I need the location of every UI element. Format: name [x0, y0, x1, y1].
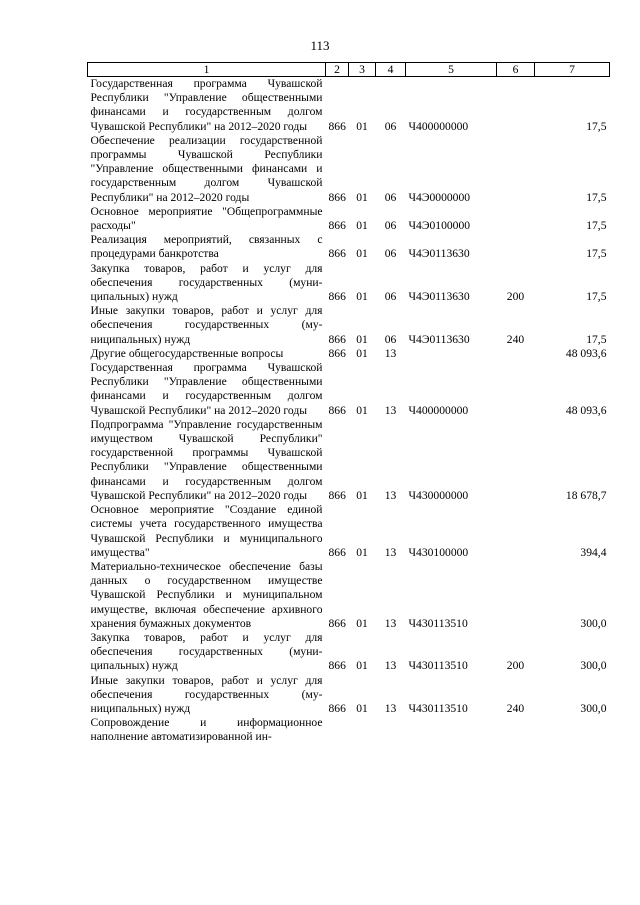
row-section: 01	[356, 219, 368, 233]
row-expense-type	[497, 503, 535, 560]
row-subsection: 13	[384, 616, 397, 630]
row-ministry: 866	[328, 247, 346, 261]
row-expense-type	[497, 205, 535, 233]
row-subsection: 06	[384, 247, 397, 261]
row-ministry: 866	[328, 403, 346, 417]
row-subsection: 13	[384, 346, 397, 360]
row-ministry: 866	[328, 219, 346, 233]
row-section: 01	[356, 616, 368, 630]
header-cell-7: 7	[535, 63, 610, 77]
row-target-article: Ч4Э0000000	[408, 190, 471, 204]
row-expense-type: 240	[506, 332, 525, 346]
table-row	[88, 233, 610, 261]
row-section: 01	[356, 290, 368, 304]
row-name: Обеспечение реализации государственной программы Чувашской Республики "Управление общественными финансами и государственным долгом Чувашской Республики" на 2012–2020 годы	[90, 133, 323, 204]
row-name: Иные закупки товаров, работ и услуг для обеспечения государственных (муниципальных) нужд	[90, 304, 323, 346]
row-amount: 300,0	[580, 659, 607, 673]
row-ministry: 866	[328, 659, 346, 673]
row-subsection	[376, 716, 406, 744]
row-expense-type: 200	[506, 290, 525, 304]
row-name: Реализация мероприятий, связанных с процедурами банкротства	[90, 233, 323, 261]
header-cell-1: 1	[88, 63, 326, 77]
row-target-article: Ч4Э0100000	[408, 219, 471, 233]
row-ministry: 866	[328, 190, 346, 204]
row-name: Другие общегосударственные вопросы	[90, 346, 284, 360]
row-subsection: 13	[384, 488, 397, 502]
row-target-article: Ч4Э0113630	[408, 290, 470, 304]
row-section: 01	[356, 403, 368, 417]
row-section: 01	[356, 247, 368, 261]
row-name: Закупка товаров, работ и услуг для обеспечения государственных (муниципальных) нужд	[90, 630, 323, 673]
table-row	[88, 205, 610, 233]
table-row	[88, 304, 610, 347]
row-expense-type	[497, 716, 535, 744]
row-section: 01	[356, 119, 368, 133]
row-target-article: Ч430000000	[408, 488, 469, 502]
row-target-article: Ч430113510	[408, 616, 468, 630]
row-amount: 300,0	[580, 616, 607, 630]
table-row	[88, 418, 610, 503]
row-name: Государственная программа Чувашской Республики "Управление общественными финансами и государственным долгом Чувашской Республики" на 2012–2020 годы	[90, 77, 323, 133]
row-subsection: 06	[384, 119, 397, 133]
row-amount: 17,5	[586, 190, 607, 204]
row-section: 01	[356, 488, 368, 502]
row-subsection: 13	[384, 659, 397, 673]
table-header	[88, 63, 610, 77]
row-ministry: 866	[328, 290, 346, 304]
table-row	[88, 560, 610, 631]
row-subsection: 06	[384, 290, 397, 304]
row-name: Основное мероприятие "Общепрограммные расходы"	[90, 204, 323, 233]
row-target-article: Ч430113510	[408, 659, 468, 673]
row-subsection: 06	[384, 190, 397, 204]
row-amount: 48 093,6	[565, 346, 607, 360]
header-cell-6: 6	[497, 63, 535, 77]
row-ministry: 866	[328, 616, 346, 630]
row-subsection: 06	[384, 219, 397, 233]
row-expense-type	[497, 233, 535, 261]
table-row	[88, 361, 610, 418]
row-name: Основное мероприятие "Создание единой системы учета государственного имущества Чувашской Республики и муниципального имущества"	[90, 503, 323, 559]
row-amount: 17,5	[586, 247, 607, 261]
row-target-article: Ч430113510	[408, 701, 468, 715]
row-name: Государственная программа Чувашской Республики "Управление общественными финансами и государственным долгом Чувашской Республики" на 2012–2020 годы	[90, 361, 323, 417]
row-expense-type: 240	[506, 701, 525, 715]
row-amount: 18 678,7	[565, 488, 607, 502]
row-ministry: 866	[328, 346, 346, 360]
row-expense-type	[497, 560, 535, 631]
row-section: 01	[356, 545, 368, 559]
row-expense-type	[497, 77, 535, 134]
header-cell-4: 4	[376, 63, 406, 77]
table-row	[88, 716, 610, 744]
table-body	[88, 77, 610, 745]
row-expense-type: 200	[506, 659, 525, 673]
row-expense-type	[497, 361, 535, 418]
row-target-article	[406, 716, 497, 744]
row-target-article	[406, 347, 497, 361]
row-section	[349, 716, 376, 744]
row-ministry: 866	[328, 701, 346, 715]
row-amount: 394,4	[580, 545, 607, 559]
row-subsection: 13	[384, 403, 397, 417]
row-name: Сопровождение и информационное наполнение автоматизированной ин-	[90, 716, 323, 744]
row-ministry: 866	[328, 119, 346, 133]
row-expense-type	[497, 418, 535, 503]
row-target-article: Ч4Э0113630	[408, 247, 470, 261]
header-row	[88, 63, 610, 77]
row-amount: 17,5	[586, 219, 607, 233]
row-amount: 17,5	[586, 332, 607, 346]
header-cell-2: 2	[326, 63, 349, 77]
row-amount: 300,0	[580, 701, 607, 715]
row-ministry: 866	[328, 332, 346, 346]
table-row	[88, 503, 610, 560]
row-subsection: 06	[384, 332, 397, 346]
row-target-article: Ч400000000	[408, 119, 469, 133]
page-number: 113	[310, 38, 330, 53]
row-target-article: Ч430100000	[408, 545, 469, 559]
table-row	[88, 262, 610, 305]
row-section: 01	[356, 190, 368, 204]
budget-table	[87, 62, 610, 745]
row-amount: 17,5	[586, 290, 607, 304]
row-name: Закупка товаров, работ и услуг для обеспечения государственных (муниципальных) нужд	[90, 261, 323, 304]
table-row	[88, 631, 610, 674]
row-target-article: Ч4Э0113630	[408, 332, 470, 346]
table-row	[88, 674, 610, 717]
row-amount: 17,5	[586, 119, 607, 133]
table-row	[88, 134, 610, 205]
row-ministry: 866	[328, 545, 346, 559]
row-section: 01	[356, 659, 368, 673]
row-section: 01	[356, 346, 368, 360]
row-target-article: Ч400000000	[408, 403, 469, 417]
table-row	[88, 347, 610, 361]
table-row	[88, 77, 610, 134]
row-section: 01	[356, 701, 368, 715]
row-ministry	[326, 716, 349, 744]
row-section: 01	[356, 332, 368, 346]
row-expense-type	[497, 134, 535, 205]
row-amount: 48 093,6	[565, 403, 607, 417]
header-cell-3: 3	[349, 63, 376, 77]
row-subsection: 13	[384, 545, 397, 559]
row-name: Подпрограмма "Управление государственным имуществом Чувашской Республики" государственной программы Чувашской Республики "Управление общественными финансами и государственным долгом Чувашской Республики" на 2012–2020 годы	[90, 417, 323, 502]
header-cell-5: 5	[406, 63, 497, 77]
row-expense-type	[497, 347, 535, 361]
row-name: Материально-техническое обеспечение базы данных о государственном имуществе Чувашской Республики и муниципальном имуществе, включая обеспечение архивного хранения бумажных документов	[90, 559, 323, 630]
row-name: Иные закупки товаров, работ и услуг для обеспечения государственных (муниципальных) нужд	[90, 673, 323, 715]
row-ministry: 866	[328, 488, 346, 502]
row-amount	[535, 716, 610, 744]
row-subsection: 13	[384, 701, 397, 715]
